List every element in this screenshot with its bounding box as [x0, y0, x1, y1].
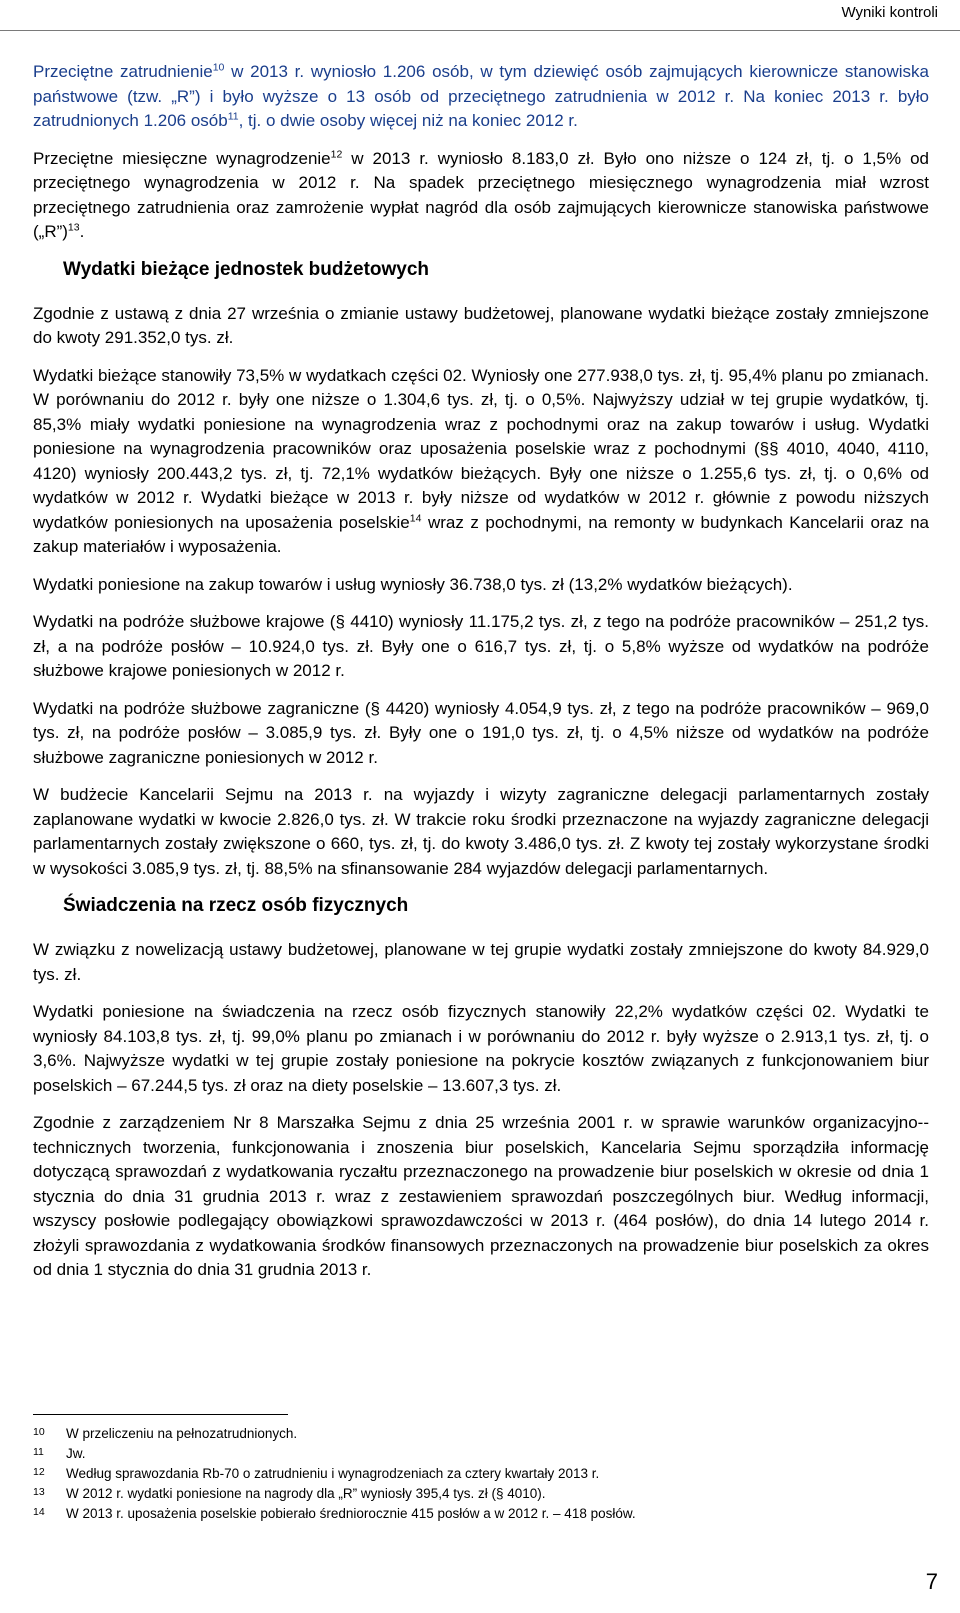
footnote-reference: 13 — [67, 221, 80, 234]
paragraph-text: Wydatki poniesione na świadczenia na rzecz osób fizycznych stanowiły 22,2% wydatków części 02. Wydatki te wyniosły 84.103,8 tys. zł, tj. 99,0% planu po zmianach i w porównaniu do 2012 r. były wyższe o 2.913,1 tys. zł, tj. o 3,6%. Najwyższe wydatki w tej grupie zostały poniesione na pokrycie kosztów związanych z funkcjonowaniem biur poselskich – 67.244,5 tys. zł oraz na diety poselskie – 13.607,3 tys. zł. — [33, 1002, 929, 1095]
paragraph-text: Zgodnie z zarządzeniem Nr 8 Marszałka Sejmu z dnia 25 września 2001 r. w sprawie warunków organizacyjno--technicznych tworzenia, funkcjonowania i znoszenia biur poselskich, Kancelaria Sejmu sporządziła informację dotyczącą sprawozdań z wydatkowania ryczałtu przeznaczonego na prowadzenie biur poselskich w okresie od dnia 1 stycznia do dnia 31 grudnia 2013 r. wraz z zestawieniem sprawozdań poszczególnych biur. Według informacji, wszyscy posłowie podlegający obowiązkowi sprawozdawczości w 2013 r. (464 posłów), do dnia 14 lutego 2014 r. złożyli sprawozdania z wydatkowania środków finansowych przeznaczonych na prowadzenie biur poselskich za okres od dnia 1 stycznia do dnia 31 grudnia 2013 r. — [33, 1113, 929, 1279]
footnote-text: W 2012 r. wydatki poniesione na nagrody dla „R” wyniosły 395,4 tys. zł (§ 4010). — [66, 1486, 546, 1501]
paragraph-text: w 2013 r. wyniosło 8.183,0 zł. Było ono niższe o 124 zł, tj. o 1,5% od przeciętnego wynagrodzenia w 2012 r. Na spadek przeciętnego miesięcznego wynagrodzenia miał wzrost przeciętnego zatrudnienia oraz zamrożenie wypłat nagród dla osób zajmujących kierownicze stanowiska państwowe („R”) — [33, 148, 929, 241]
paragraph-text: . — [79, 222, 85, 241]
paragraph-text: Wydatki poniesione na zakup towarów i usług wyniosły 36.738,0 tys. zł (13,2% wydatków bieżących). — [33, 574, 793, 594]
footnote-reference: 12 — [330, 147, 343, 160]
paragraph-text: Wydatki na podróże służbowe krajowe (§ 4410) wyniosły 11.175,2 tys. zł, z tego na podróże pracowników – 251,2 tys. zł, a na podróże posłów – 10.924,0 tys. zł. Były one o 616,7 tys. zł, tj. o 5,8% wyższe od wydatków na podróże służbowe krajowe poniesionych w 2012 r. — [33, 612, 929, 680]
paragraph-text: w 2013 r. wyniosło 1.206 osób, w tym dziewięć osób zajmujących kierownicze stanowiska państwowe (tzw. „R”) i było wyższe o 13 osób od przeciętnego zatrudnienia w 2012 r. Na koniec 2013 r. było zatrudnionych 1.206 osób — [33, 62, 929, 130]
footnote-number: 13 — [33, 1486, 45, 1498]
paragraph-text: Wydatki bieżące stanowiły 73,5% w wydatkach części 02. Wyniosły one 277.938,0 tys. zł, tj. 95,4% planu po zmianach. W porównaniu do 2012 r. były one niższe o 1.304,6 tys. zł, tj. o 0,5%. Najwyższy udział w tej grupie wydatków, tj. 85,3% miały wydatki poniesione na wynagrodzenia wraz z pochodnymi oraz na zakup towarów i usług. Wydatki poniesione na wynagrodzenia pracowników oraz uposażenia poselskie wraz z pochodnymi (§§ 4010, 4040, 4110, 4120) wyniosły 200.443,2 tys. zł, tj. 72,1% wydatków bieżących. Były one niższe o 1.255,6 tys. zł, tj. o 0,6% od wydatków w 2012 r. Wydatki bieżące w 2013 r. były niższe od wydatków w 2012 r. głównie z powodu niższych wydatków poniesionych na uposażenia poselskie — [33, 365, 929, 532]
footnote-number: 10 — [33, 1426, 45, 1438]
paragraph-text: wraz z pochodnymi, na remonty w budynkach Kancelarii oraz na zakup materiałów i wyposażenia. — [33, 512, 929, 556]
intro-paragraphs — [33, 60, 929, 245]
footnote-reference: 11 — [227, 110, 239, 123]
footnote-text: W 2013 r. uposażenia poselskie pobierało średniorocznie 415 posłów a w 2012 r. – 418 posłów. — [66, 1506, 636, 1521]
footnote-number: 14 — [33, 1506, 45, 1518]
paragraph — [33, 938, 929, 987]
paragraph-text: Zgodnie z ustawą z dnia 27 września o zmianie ustawy budżetowej, planowane wydatki bieżące zostały zmniejszone do kwoty 291.352,0 tys. zł. — [33, 303, 929, 347]
paragraph — [33, 364, 929, 560]
running-head: Wyniki kontroli — [841, 4, 938, 21]
footnote-text: W przeliczeniu na pełnozatrudnionych. — [66, 1426, 298, 1441]
section-heading-benefits: Świadczenia na rzecz osób fizycznych — [63, 895, 409, 916]
footnote — [33, 1464, 913, 1484]
paragraph — [33, 1000, 929, 1098]
paragraph — [33, 783, 929, 881]
document-body — [33, 60, 929, 1296]
paragraph — [33, 573, 929, 598]
section-benefits-paragraphs — [33, 938, 929, 1283]
footnotes — [33, 1424, 913, 1524]
section-current-expenditure-paragraphs — [33, 302, 929, 882]
footnote — [33, 1444, 913, 1464]
page-header — [0, 0, 960, 31]
section-heading-current-expenditure: Wydatki bieżące jednostek budżetowych — [63, 258, 430, 280]
paragraph — [33, 610, 929, 684]
footnote — [33, 1424, 913, 1444]
paragraph-text: W związku z nowelizacją ustawy budżetowej, planowane w tej grupie wydatki zostały zmniejszone do kwoty 84.929,0 tys. zł. — [33, 940, 929, 984]
paragraph-text: Przeciętne miesięczne wynagrodzenie — [33, 148, 331, 168]
paragraph — [33, 697, 929, 771]
paragraph-text: W budżecie Kancelarii Sejmu na 2013 r. na wyjazdy i wizyty zagraniczne delegacji parlamentarnych zostały zaplanowane wydatki w kwocie 2.826,0 tys. zł. W trakcie roku środki przeznaczone na wyjazdy zagraniczne delegacji parlamentarnych zostały zwiększone o 660, tys. zł, tj. do kwoty 3.486,0 tys. zł. Z kwoty tej zostały wykorzystane środki w wysokości 3.085,9 tys. zł, tj. 88,5% na sfinansowanie 284 wyjazdów delegacji parlamentarnych. — [33, 785, 929, 878]
footnote-number: 12 — [33, 1466, 45, 1478]
footnote-reference: 14 — [409, 511, 422, 524]
paragraph — [33, 60, 929, 134]
footnote — [33, 1504, 913, 1524]
footnote — [33, 1484, 913, 1504]
page-number: 7 — [925, 1569, 938, 1594]
paragraph-text: Przeciętne zatrudnienie — [33, 62, 213, 81]
footnote-separator — [33, 1414, 288, 1415]
paragraph-text: , tj. o dwie osoby więcej niż na koniec 2012 r. — [238, 111, 578, 130]
footnote-text: Jw. — [66, 1446, 86, 1461]
paragraph — [33, 302, 929, 351]
paragraph — [33, 147, 929, 245]
footnote-number: 11 — [33, 1446, 44, 1458]
paragraph — [33, 1111, 929, 1283]
footnote-text: Według sprawozdania Rb-70 o zatrudnieniu i wynagrodzeniach za cztery kwartały 2013 r. — [66, 1466, 600, 1481]
paragraph-text: Wydatki na podróże służbowe zagraniczne (§ 4420) wyniosły 4.054,9 tys. zł, z tego na podróże pracowników – 969,0 tys. zł, na podróże posłów – 3.085,9 tys. zł. Były one o 191,0 tys. zł, tj. o 4,5% niższe od wydatków na podróże służbowe zagraniczne poniesionych w 2012 r. — [33, 698, 929, 767]
footnote-reference: 10 — [212, 61, 225, 74]
